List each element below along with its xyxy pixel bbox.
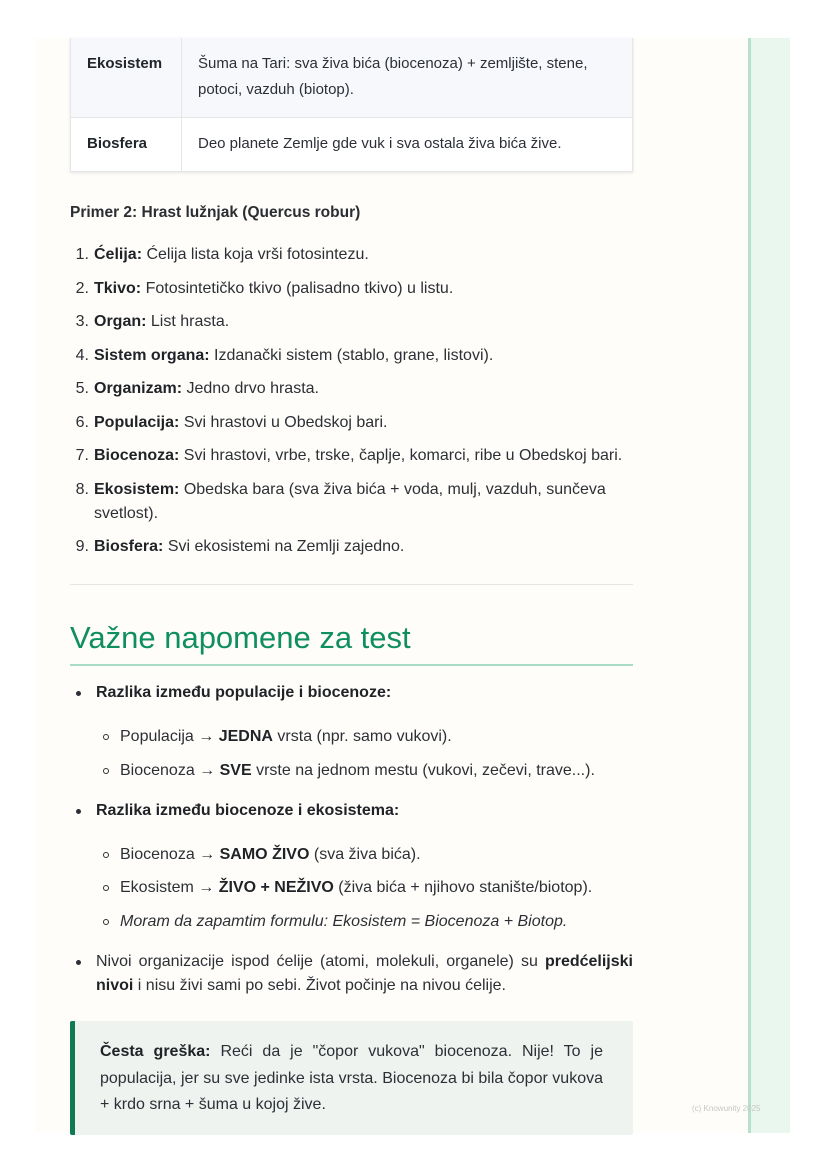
level-description: Jedno drvo hrasta. <box>186 380 319 397</box>
section-divider <box>70 584 633 585</box>
list-item <box>70 535 633 559</box>
list-number: 6. <box>75 413 89 431</box>
list-item <box>70 344 633 368</box>
table-row <box>71 118 633 172</box>
note-emphasis: SAMO ŽIVO <box>219 845 310 863</box>
table-term-cell: Ekosistem <box>71 38 182 118</box>
level-label: Tkivo: <box>94 279 142 297</box>
level-description: Svi ekosistemi na Zemlji zajedno. <box>167 538 405 555</box>
note-title: Razlika između populacije i biocenoze: <box>96 684 392 701</box>
list-number: 7. <box>75 447 89 464</box>
page-content <box>70 38 633 1135</box>
example-title: Primer 2: Hrast lužnjak (Quercus robur) <box>70 204 361 221</box>
bullet-circle-icon <box>103 919 109 925</box>
list-item <box>70 411 633 435</box>
sub-list <box>96 843 633 934</box>
bullet-circle-icon <box>103 852 109 858</box>
bullet-circle-icon <box>103 885 109 891</box>
callout-label: Česta greška: <box>100 1043 211 1060</box>
list-item <box>70 681 633 783</box>
sub-list-item <box>96 759 633 783</box>
right-margin-strip <box>748 38 790 1133</box>
note-text: Ekosistem → <box>120 879 215 896</box>
note-text: Populacija → <box>120 728 215 745</box>
list-item <box>70 950 633 998</box>
table-description-cell: Šuma na Tari: sva živa bića (biocenoza) + zemljište, stene, potoci, vazduh (biotop). <box>182 38 633 118</box>
note-text: i nisu živi sami po sebi. Život počinje na nivou ćelije. <box>137 976 506 994</box>
list-number: 1. <box>75 246 89 263</box>
sub-list-item <box>96 910 633 934</box>
level-label: Organ: <box>94 313 147 330</box>
level-label: Sistem organa: <box>94 346 210 364</box>
note-emphasis: SVE <box>219 761 252 779</box>
note-text: vrste na jednom mestu (vukovi, zečevi, trave...). <box>256 761 595 779</box>
formula-note: Moram da zapamtim formulu: Ekosistem = Biocenoza + Biotop. <box>120 912 568 930</box>
bullet-circle-icon <box>103 734 109 740</box>
section-heading: Važne napomene za test <box>70 618 633 666</box>
sub-list-item <box>96 876 633 900</box>
note-title: Razlika između biocenoze i ekosistema: <box>96 801 400 819</box>
list-item <box>70 310 633 334</box>
list-item <box>70 277 633 301</box>
level-label: Ćelija: <box>94 246 143 263</box>
list-number: 8. <box>75 480 89 498</box>
document-page <box>35 38 790 1133</box>
note-text: Biocenoza → <box>120 845 216 863</box>
list-item <box>70 799 633 934</box>
level-label: Ekosistem: <box>94 480 180 498</box>
list-item <box>70 243 633 267</box>
bullet-disc-icon <box>76 691 81 696</box>
level-description: List hrasta. <box>150 313 230 330</box>
list-item <box>70 377 633 401</box>
note-text: Biocenoza → <box>120 761 216 779</box>
bullet-circle-icon <box>103 768 109 774</box>
table-description-cell: Deo planete Zemlje gde vuk i sva ostala živa bića žive. <box>182 118 633 172</box>
level-description: Svi hrastovi u Obedskoj bari. <box>183 413 388 431</box>
level-label: Organizam: <box>94 380 183 397</box>
level-label: Biosfera: <box>94 538 164 555</box>
note-text: Nivoi organizacije ispod ćelije (atomi, molekuli, organele) su <box>96 952 538 970</box>
note-text: (živa bića + njihovo stanište/biotop). <box>338 879 593 896</box>
note-emphasis: JEDNA <box>218 728 273 745</box>
table-term-cell: Biosfera <box>71 118 182 172</box>
level-description: Izdanački sistem (stablo, grane, listovi). <box>214 346 494 364</box>
list-number: 5. <box>75 380 89 397</box>
level-description: Svi hrastovi, vrbe, trske, čaplje, komarci, ribe u Obedskoj bari. <box>183 447 623 464</box>
level-description: Fotosintetičko tkivo (palisadno tkivo) u listu. <box>145 279 454 297</box>
bullet-disc-icon <box>76 960 81 965</box>
level-label: Populacija: <box>94 413 180 431</box>
note-text: (sva živa bića). <box>313 845 421 863</box>
example-levels-list <box>70 243 633 559</box>
list-item <box>70 478 633 526</box>
note-text: vrsta (npr. samo vukovi). <box>277 728 452 745</box>
callout-text: Reći da je "čopor vukova" biocenoza. Nije! To je populacija, jer su sve jedinke ista vrsta. Biocenoza bi bila čopor vukova + krdo srna + šuma u kojoj žive. <box>100 1043 603 1113</box>
common-mistake-callout <box>70 1021 633 1135</box>
table-row <box>71 38 633 118</box>
level-description: Obedska bara (sva živa bića + voda, mulj, vazduh, sunčeva svetlost). <box>94 480 606 522</box>
list-number: 3. <box>75 313 89 330</box>
sub-list-item <box>96 843 633 867</box>
list-number: 4. <box>75 346 89 364</box>
organization-levels-table <box>70 38 633 172</box>
note-emphasis: ŽIVO + NEŽIVO <box>218 879 334 896</box>
list-number: 2. <box>75 279 89 297</box>
sub-list <box>96 725 633 783</box>
list-number: 9. <box>75 538 89 555</box>
level-label: Biocenoza: <box>94 447 180 464</box>
note-emphasis: predćelijski nivoi <box>96 952 633 994</box>
bullet-disc-icon <box>76 809 81 814</box>
test-notes-list <box>70 681 633 998</box>
sub-list-item <box>96 725 633 749</box>
level-description: Ćelija lista koja vrši fotosintezu. <box>146 246 369 263</box>
list-item <box>70 444 633 468</box>
copyright-footer: (c) Knowunity 2025 <box>692 1104 761 1113</box>
